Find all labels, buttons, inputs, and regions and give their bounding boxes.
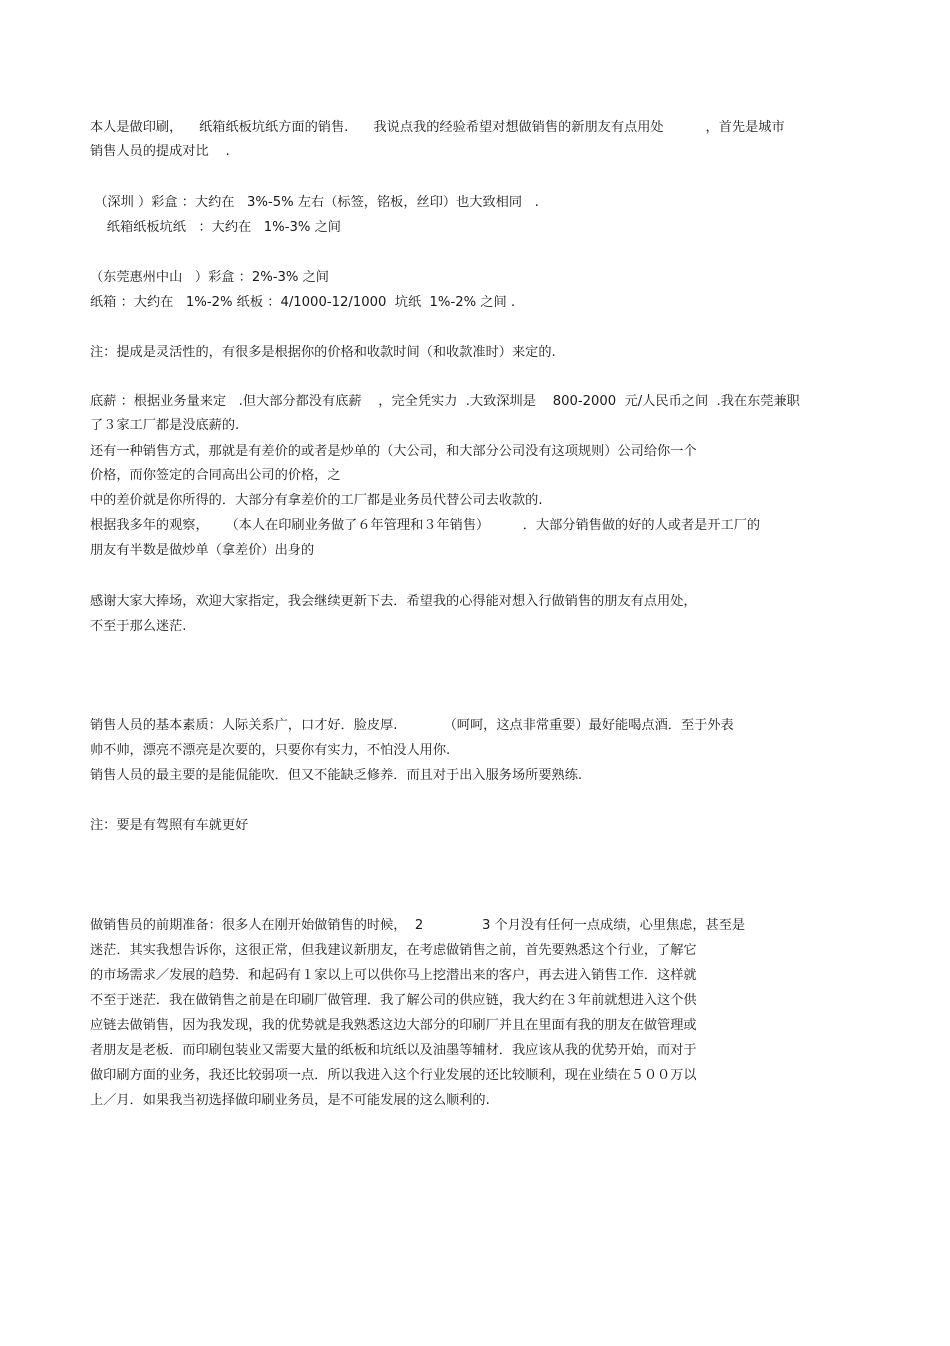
text-line: 中的差价就是你所得的．大部分有拿差价的工厂都是业务员代替公司去收款的.	[90, 493, 543, 508]
text-line: 不至于那么迷茫.	[90, 619, 187, 634]
text-line: 做印刷方面的业务，我还比较弱项一点．所以我进入这个行业发展的还比较顺利，现在业绩在５００万以	[90, 1068, 697, 1083]
text-line: 还有一种销售方式，那就是有差价的或者是炒单的（大公司，和大部分公司没有这项规则）公司给你一个	[90, 444, 697, 459]
text-line: 销售人员的基本素质：人际关系广，口才好．脸皮厚. （呵呵，这点非常重要）最好能喝点酒．至于外表	[90, 718, 734, 733]
text-line: 做销售员的前期准备：很多人在刚开始做销售的时候， 2 3 个月没有任何一点成绩，心里焦虑，甚至是	[90, 918, 746, 933]
text-line: 的市场需求／发展的趋势．和起码有１家以上可以供你马上挖潜出来的客户，再去进入销售工作．这样就	[90, 968, 697, 983]
text-line: 应链去做销售，因为我发现，我的优势就是我熟悉这边大部分的印刷厂并且在里面有我的朋友在做管理或	[90, 1018, 697, 1033]
text-line: 纸箱纸板坑纸 ：大约在 1%-3% 之间	[90, 220, 341, 235]
text-line: 根据我多年的观察， （本人在印刷业务做了６年管理和３年销售） ．大部分销售做的好的人或者是开工厂的	[90, 518, 761, 533]
text-line: （深圳 ）彩盒 ：大约在 3%-5% 左右（标签，铭板，丝印）也大致相同 .	[90, 195, 539, 210]
text-line: 底薪 ：根据业务量来定 .但大部分都没有底薪 ，完全凭实力 .大致深圳是 800-2000 元/人民币之间 .我在东莞兼职	[90, 394, 800, 409]
text-line: 朋友有半数是做炒单（拿差价）出身的	[90, 543, 315, 558]
note-line: 注：提成是灵活性的，有很多是根据你的价格和收款时间（和收款准时）来定的.	[90, 345, 556, 360]
text-line: 销售人员的最主要的是能侃能吹．但又不能缺乏修养．而且对于出入服务场所要熟练.	[90, 768, 583, 783]
note-line: 注：要是有驾照有车就更好	[90, 818, 249, 833]
text-line: 价格，而你签定的合同高出公司的价格，之	[90, 468, 341, 483]
text-line: 上／月．如果我当初选择做印刷业务员，是不可能发展的这么顺利的.	[90, 1093, 490, 1108]
text-line: （东莞惠州中山 ）彩盒 ：2%-3% 之间	[90, 270, 329, 285]
text-line: 不至于迷茫．我在做销售之前是在印刷厂做管理．我了解公司的供应链，我大约在３年前就想进入这个供	[90, 993, 697, 1008]
text-line: 本人是做印刷， 纸箱纸板坑纸方面的销售. 我说点我的经验希望对想做销售的新朋友有点用处 ，首先是城市	[90, 120, 785, 135]
text-line: 感谢大家大捧场，欢迎大家指定，我会继续更新下去．希望我的心得能对想入行做销售的朋友有点用处，	[90, 594, 697, 609]
text-line: 了３家工厂都是没底薪的.	[90, 418, 240, 433]
text-line: 迷茫．其实我想告诉你，这很正常，但我建议新朋友，在考虑做销售之前，首先要熟悉这个行业，了解它	[90, 943, 697, 958]
text-line: 纸箱 ：大约在 1%-2% 纸板 ：4/1000-12/1000 坑纸 1%-2% 之间 .	[90, 295, 516, 310]
text-line: 销售人员的提成对比 .	[90, 144, 230, 159]
text-line: 帅不帅，漂亮不漂亮是次要的，只要你有实力，不怕没人用你.	[90, 743, 451, 758]
text-line: 者朋友是老板．而印刷包装业又需要大量的纸板和坑纸以及油墨等辅材．我应该从我的优势开始，而对于	[90, 1043, 697, 1058]
